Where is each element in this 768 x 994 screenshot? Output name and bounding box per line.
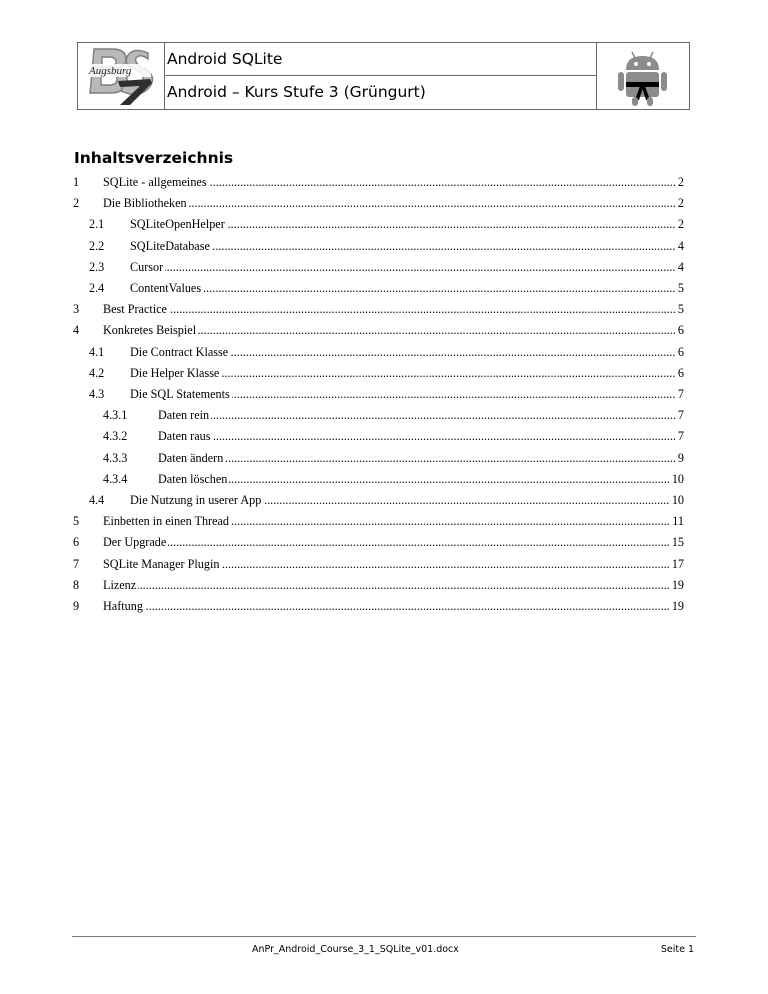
toc-entry-page: 10 — [669, 490, 684, 510]
toc-entry[interactable] — [73, 554, 684, 574]
toc-entry-title — [130, 278, 684, 298]
toc-entry-title — [103, 193, 684, 213]
toc-entry[interactable] — [73, 575, 684, 595]
toc-heading: Inhaltsverzeichnis — [74, 149, 234, 167]
toc-entry[interactable] — [103, 469, 684, 489]
toc-entry[interactable] — [73, 193, 684, 213]
toc-entry-page: 17 — [669, 554, 684, 574]
toc-entry-label: Die Helper Klasse — [130, 365, 220, 380]
toc-entry-number: 6 — [73, 535, 80, 550]
toc-dot-leader — [130, 278, 684, 298]
toc-entry-label: Daten ändern — [158, 450, 224, 465]
toc-entry-number: 2.4 — [89, 281, 105, 295]
toc-entry-number: 4 — [73, 323, 80, 338]
toc-dot-leader — [103, 193, 684, 213]
toc-entry[interactable] — [89, 236, 684, 256]
toc-entry-label: Daten rein — [158, 408, 210, 423]
toc-entry-number: 1 — [73, 175, 80, 189]
toc-entry-number: 2.3 — [89, 259, 105, 274]
toc-entry-label: SQLite Manager Plugin — [103, 556, 220, 571]
toc-entry-number: 4.3 — [89, 387, 105, 401]
toc-entry-page: 15 — [669, 532, 684, 552]
toc-entry-title — [103, 554, 684, 574]
toc-entry-page: 7 — [675, 384, 684, 404]
toc-entry[interactable] — [89, 278, 684, 298]
toc-entry-page: 6 — [675, 342, 684, 362]
toc-dot-leader — [130, 257, 684, 277]
toc-entry-title — [103, 511, 684, 531]
toc-dot-leader — [158, 448, 684, 468]
toc-entry-page: 6 — [675, 363, 684, 383]
toc-entry-page: 19 — [669, 596, 684, 616]
toc-entry[interactable] — [73, 172, 684, 192]
toc-entry-page: 7 — [675, 405, 684, 425]
toc-entry[interactable] — [89, 490, 684, 510]
toc-entry-title — [103, 596, 684, 616]
toc-entry-label: Daten raus — [158, 429, 211, 444]
toc-entry-number: 4.4 — [89, 493, 105, 507]
toc-entry-page: 2 — [675, 193, 684, 213]
toc-entry[interactable] — [103, 405, 684, 425]
toc-entry-label: Einbetten in einen Thread — [103, 514, 230, 529]
toc-entry-number: 4.3.2 — [103, 429, 128, 444]
toc-entry-page: 10 — [669, 469, 684, 489]
toc-entry-title — [103, 299, 684, 319]
toc-entry-page: 11 — [669, 511, 684, 531]
toc-entry-title — [103, 532, 684, 552]
toc-entry-page: 2 — [675, 172, 684, 192]
svg-text:Augsburg: Augsburg — [89, 65, 132, 77]
toc-entry-label: SQLiteOpenHelper — [130, 217, 225, 232]
toc-entry-page: 5 — [675, 278, 684, 298]
toc-dot-leader — [130, 236, 684, 256]
header-title-cell — [164, 43, 597, 109]
toc-entry-title — [130, 214, 684, 234]
toc-entry-label: Die Nutzung in userer App — [130, 493, 262, 507]
toc-entry[interactable] — [89, 342, 684, 362]
toc-entry-title — [130, 363, 684, 383]
toc-entry[interactable] — [103, 448, 684, 468]
toc-entry-label: ContentValues — [130, 281, 202, 295]
toc-entry[interactable] — [89, 257, 684, 277]
toc-entry-title — [158, 448, 684, 468]
toc-entry-label: Die SQL Statements — [130, 387, 230, 401]
toc-entry-label: Cursor — [130, 259, 164, 274]
toc-entry-page: 4 — [675, 236, 684, 256]
toc-entry-label: SQLiteDatabase — [130, 238, 210, 253]
toc-dot-leader — [158, 426, 684, 446]
toc-entry-number: 3 — [73, 302, 80, 317]
toc-entry[interactable] — [73, 299, 684, 319]
toc-dot-leader — [103, 575, 684, 595]
toc-entry-number: 7 — [73, 556, 80, 571]
document-subtitle: Android – Kurs Stufe 3 (Grüngurt) — [167, 83, 426, 101]
toc-entry-page: 9 — [675, 448, 684, 468]
toc-entry-title — [158, 426, 684, 446]
toc-entry-page: 2 — [675, 214, 684, 234]
toc-entry-number: 4.3.4 — [103, 471, 128, 486]
toc-entry-label: SQLite - allgemeines — [103, 175, 207, 189]
toc-entry[interactable] — [89, 363, 684, 383]
school-logo — [78, 43, 165, 109]
toc-entry-title — [130, 384, 684, 404]
android-logo — [596, 43, 689, 109]
android-blackbelt-icon — [596, 43, 689, 109]
toc-entry-title — [103, 320, 684, 340]
toc-entry-label: Konkretes Beispiel — [103, 323, 197, 338]
toc-entry-number: 4.1 — [89, 344, 105, 359]
toc-entry[interactable] — [89, 384, 684, 404]
toc-entry[interactable] — [73, 320, 684, 340]
toc-entry-title — [103, 172, 684, 192]
toc-entry-label: Der Upgrade — [103, 535, 167, 550]
toc-entry[interactable] — [73, 596, 684, 616]
toc-entry-label: Lizenz — [103, 577, 137, 592]
toc-entry-label: Haftung — [103, 599, 143, 613]
toc-entry-label: Best Practice — [103, 302, 167, 317]
toc-entry[interactable] — [73, 532, 684, 552]
toc-dot-leader — [158, 405, 684, 425]
toc-entry[interactable] — [89, 214, 684, 234]
toc-entry-number: 9 — [73, 599, 80, 613]
toc-entry-number: 2 — [73, 196, 80, 211]
toc-entry-title — [130, 257, 684, 277]
toc-entry[interactable] — [103, 426, 684, 446]
toc-entry-title — [103, 575, 684, 595]
toc-entry-label: Daten löschen — [158, 471, 228, 486]
toc-dot-leader — [158, 469, 684, 489]
toc-dot-leader — [103, 299, 684, 319]
toc-entry-page: 19 — [669, 575, 684, 595]
toc-dot-leader — [103, 532, 684, 552]
toc-entry-page: 5 — [675, 299, 684, 319]
toc-entry-title — [158, 405, 684, 425]
toc-entry-page: 6 — [675, 320, 684, 340]
toc-entry-page: 7 — [675, 426, 684, 446]
toc-entry-number: 2.2 — [89, 238, 105, 253]
document-title: Android SQLite — [164, 43, 596, 76]
toc-entry-number: 2.1 — [89, 217, 105, 232]
toc-entry-label: Die Bibliotheken — [103, 196, 187, 211]
toc-entry-number: 5 — [73, 514, 80, 529]
toc-entry-label: Die Contract Klasse — [130, 344, 229, 359]
toc-entry-number: 4.3.3 — [103, 450, 128, 465]
footer-page-number: Seite 1 — [660, 944, 694, 955]
document-header — [77, 42, 690, 110]
toc-entry-title — [130, 342, 684, 362]
toc-entry-number: 4.3.1 — [103, 408, 128, 423]
toc-entry-page: 4 — [675, 257, 684, 277]
toc-entry-number: 4.2 — [89, 365, 105, 380]
footer-divider — [72, 936, 696, 937]
bs-augsburg-logo-icon — [78, 43, 164, 109]
toc-entry-title — [158, 469, 684, 489]
toc-entry-number: 8 — [73, 577, 80, 592]
toc-entry-title — [130, 236, 684, 256]
toc-dot-leader — [103, 596, 684, 616]
toc-entry[interactable] — [73, 511, 684, 531]
toc-entry-title — [130, 490, 684, 510]
footer-filename: AnPr_Android_Course_3_1_SQLite_v01.docx — [252, 944, 459, 955]
